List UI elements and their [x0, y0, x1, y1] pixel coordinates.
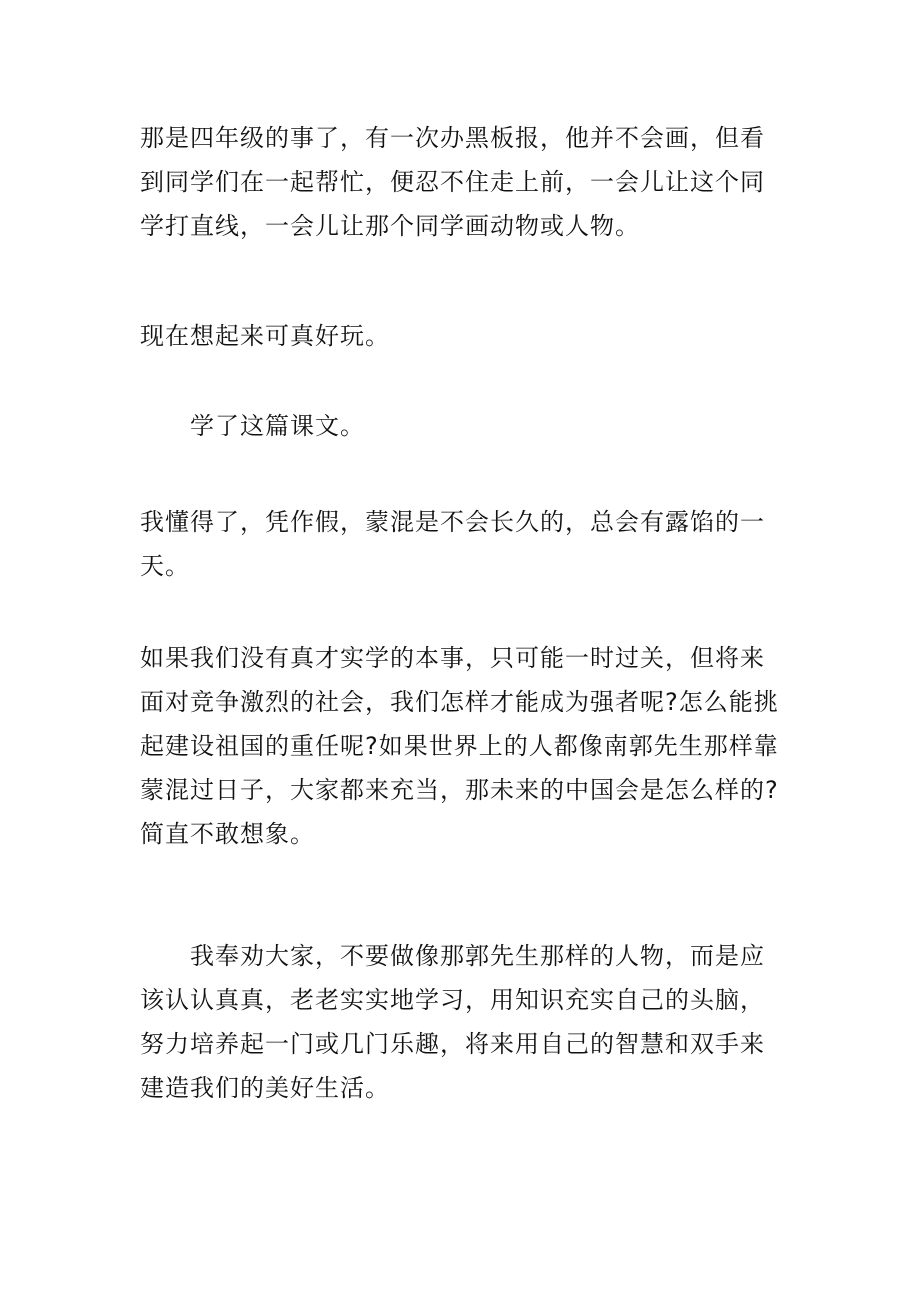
- text-line: 我懂得了，凭作假，蒙混是不会长久的，总会有露馅的一: [140, 508, 765, 536]
- paragraph-blackboard: [140, 116, 780, 248]
- text-line: 我奉劝大家，不要做像那郭先生那样的人物，而是应: [140, 942, 765, 970]
- text-line: 简直不敢想象。: [140, 820, 315, 848]
- text-line: 蒙混过日子，大家都来充当，那未来的中国会是怎么样的?: [140, 776, 779, 804]
- paragraph-fun-memory: [140, 314, 780, 358]
- text-line: 到同学们在一起帮忙，便忍不住走上前，一会儿让这个同: [140, 168, 765, 196]
- paragraph-understood: [140, 500, 780, 588]
- text-line: 学打直线，一会儿让那个同学画动物或人物。: [140, 212, 640, 240]
- text-line: 现在想起来可真好玩。: [140, 322, 390, 350]
- paragraph-learned-lesson: [140, 404, 780, 448]
- paragraph-real-skills: [140, 636, 780, 856]
- text-line: 那是四年级的事了，有一次办黑板报，他并不会画，但看: [140, 124, 765, 152]
- text-line: 面对竞争激烈的社会，我们怎样才能成为强者呢?怎么能挑: [140, 688, 779, 716]
- text-line: 学了这篇课文。: [140, 412, 365, 440]
- text-line: 天。: [140, 552, 190, 580]
- text-line: 如果我们没有真才实学的本事，只可能一时过关，但将来: [140, 644, 765, 672]
- text-line: 该认认真真，老老实实地学习，用知识充实自己的头脑，: [140, 986, 765, 1014]
- paragraph-advice: [140, 934, 780, 1110]
- text-line: 努力培养起一门或几门乐趣，将来用自己的智慧和双手来: [140, 1030, 765, 1058]
- text-line: 建造我们的美好生活。: [140, 1074, 390, 1102]
- text-line: 起建设祖国的重任呢?如果世界上的人都像南郭先生那样靠: [140, 732, 779, 760]
